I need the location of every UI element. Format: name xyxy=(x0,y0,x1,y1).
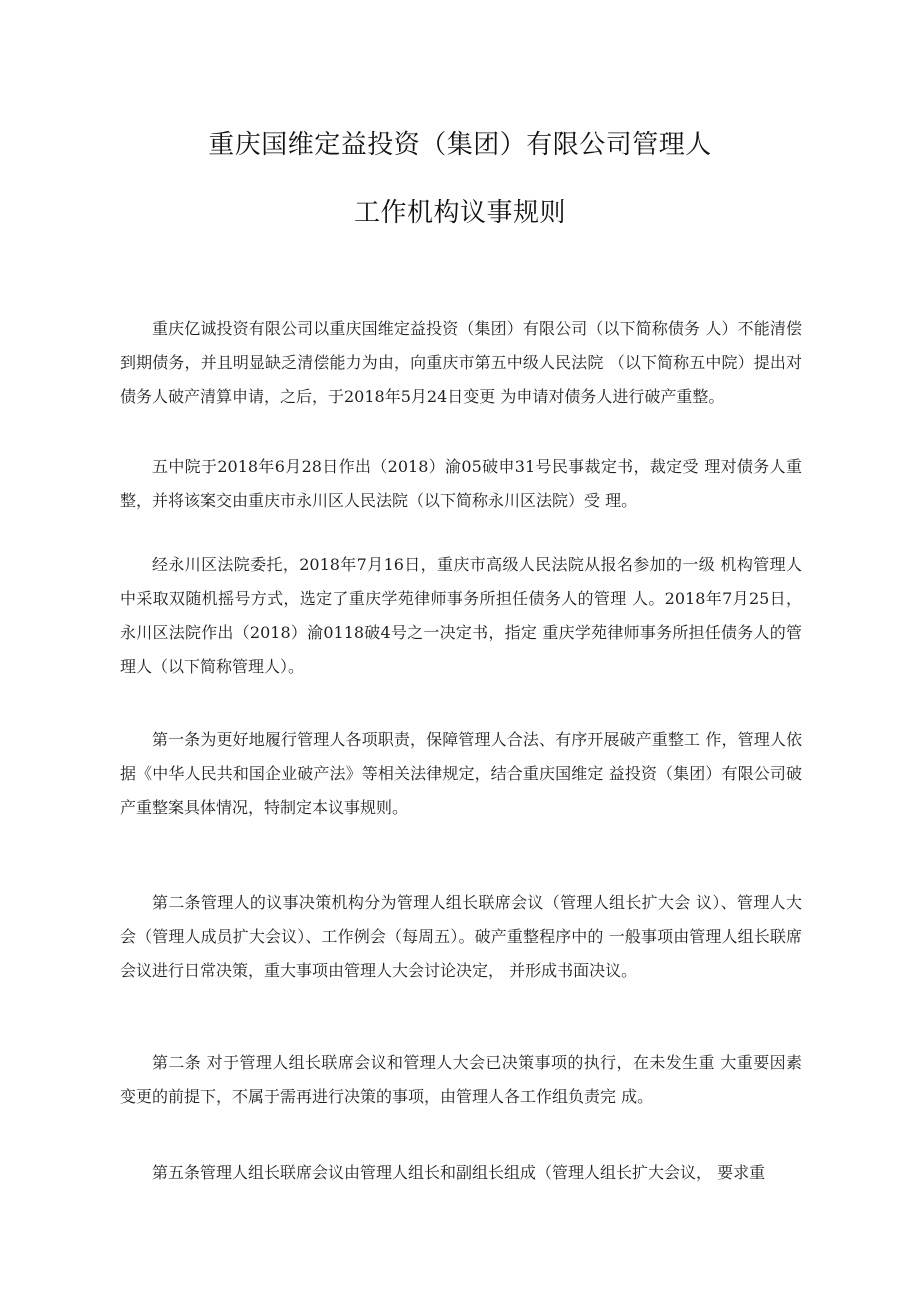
paragraph-court-ruling: 五中院于2018年6月28日作出（2018）渝05破申31号民事裁定书，裁定受 理对债务人重整，并将该案交由重庆市永川区人民法院（以下简称永川区法院）受 理。 xyxy=(120,457,802,510)
paragraph-article-2: 第二条管理人的议事决策机构分为管理人组长联席会议（管理人组长扩大会 议）、管理人大会（管理人成员扩大会议）、工作例会（每周五）。破产重整程序中的 一般事项由管理人组长联席会议进行日常决策，重大事项由管理人大会讨论决定， 并形成书面决议。 xyxy=(120,893,802,980)
paragraph-article-1: 第一条为更好地履行管理人各项职责，保障管理人合法、有序开展破产重整工 作，管理人依据《中华人民共和国企业破产法》等相关法律规定，结合重庆国维定 益投资（集团）有限公司破产重整案具体情况，特制定本议事规则。 xyxy=(120,730,802,817)
paragraph-article-2-execution: 第二条 对于管理人组长联席会议和管理人大会已决策事项的执行，在未发生重 大重要因素变更的前提下，不属于需再进行决策的事项，由管理人各工作组负责完 成。 xyxy=(120,1053,802,1106)
paragraph-administrator-appointment: 经永川区法院委托，2018年7月16日，重庆市高级人民法院从报名参加的一级 机构管理人中采取双随机摇号方式，选定了重庆学苑律师事务所担任债务人的管理 人。2018年7月25日，永川区法院作出（2018）渝0118破4号之一决定书，指定 重庆学苑律师事务所担任债务人的管理人（以下简称管理人）。 xyxy=(120,555,802,676)
paragraph-background-application: 重庆亿诚投资有限公司以重庆国维定益投资（集团）有限公司（以下简称债务 人）不能清偿到期债务，并且明显缺乏清偿能力为由，向重庆市第五中级人民法院 （以下简称五中院）提出对债务人破产清算申请，之后，于2018年5月24日变更 为申请对债务人进行破产重整。 xyxy=(120,319,802,406)
document-title-line-2: 工作机构议事规则 xyxy=(353,198,566,228)
document-title-line-1: 重庆国维定益投资（集团）有限公司管理人 xyxy=(208,130,712,160)
paragraph-article-5: 第五条管理人组长联席会议由管理人组长和副组长组成（管理人组长扩大会议， 要求重 xyxy=(152,1163,766,1182)
